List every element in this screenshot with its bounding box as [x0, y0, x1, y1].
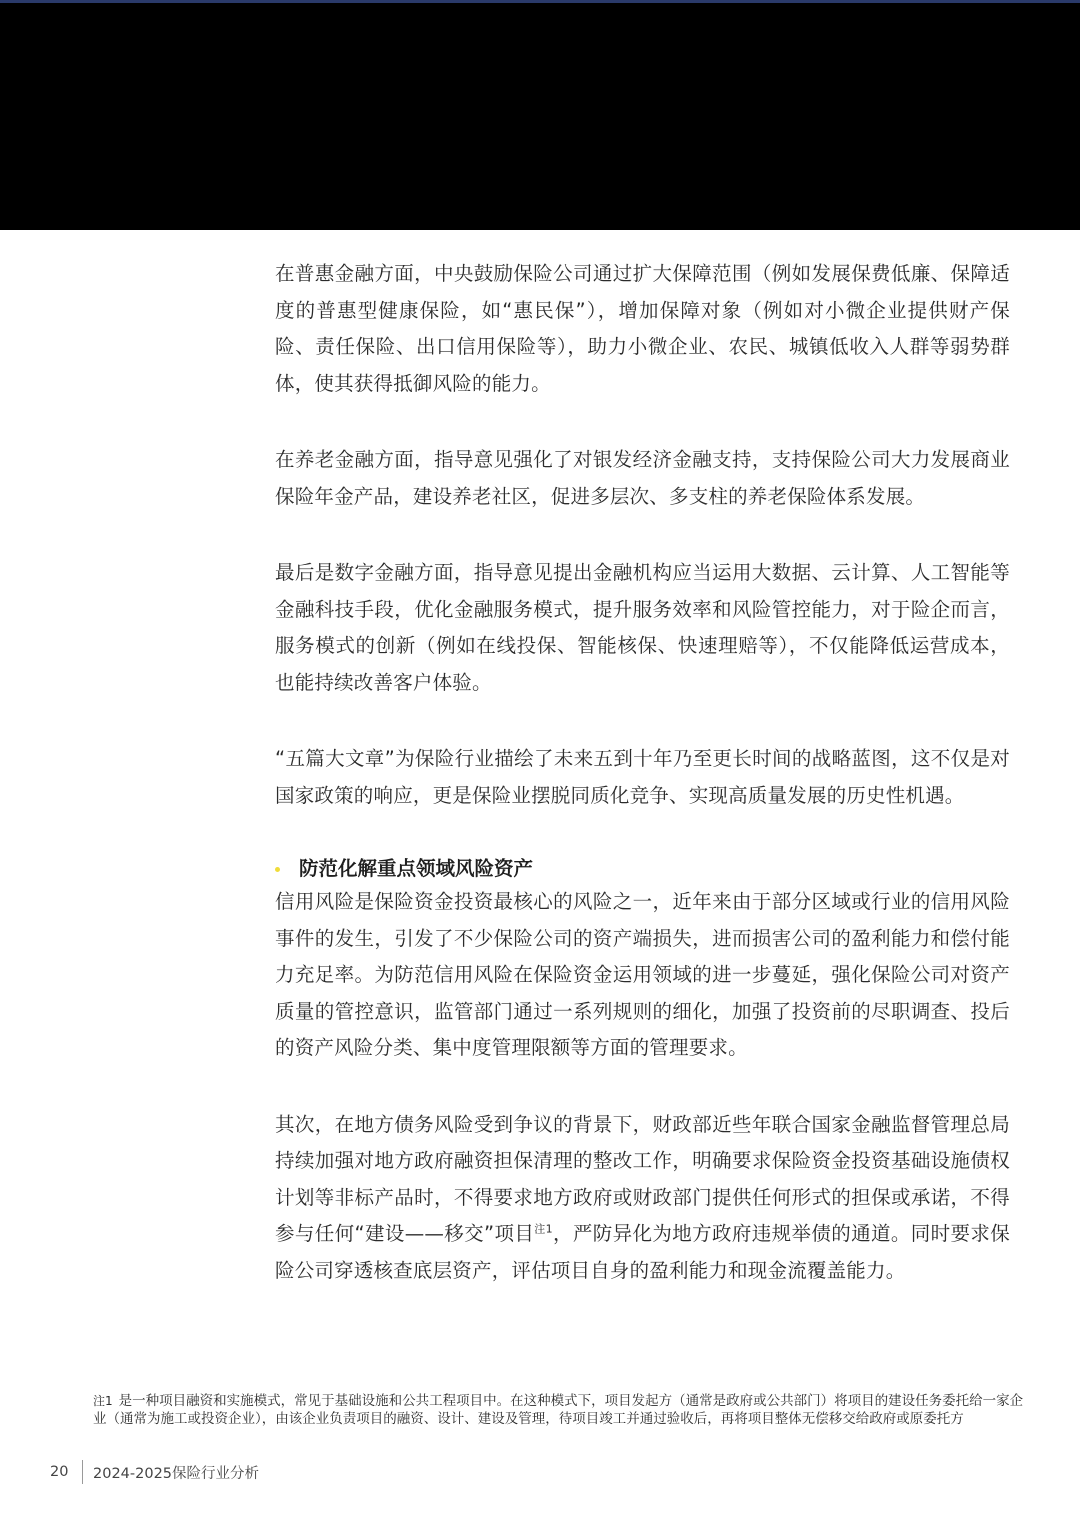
section-heading-text: 防范化解重点领域风险资产	[299, 857, 534, 880]
paragraph-inclusive-finance: 在普惠金融方面，中央鼓励保险公司通过扩大保障范围（例如发展保费低廉、保障适度的普惠型健康保险，如“惠民保”），增加保障对象（例如对小微企业提供财产保险、责任保险、出口信用保险等），助力小微企业、农民、城镇低收入人群等弱势群体，使其获得抵御风险的能力。	[275, 262, 1010, 395]
paragraph-credit-risk: 信用风险是保险资金投资最核心的风险之一，近年来由于部分区域或行业的信用风险事件的发生，引发了不少保险公司的资产端损失，进而损害公司的盈利能力和偿付能力充足率。为防范信用风险在保险资金运用领域的进一步蔓延，强化保险公司对资产质量的管控意识，监管部门通过一系列规则的细化，加强了投资前的尽职调查、投后的资产风险分类、集中度管理限额等方面的管理要求。	[275, 890, 1010, 1059]
header-accent-line	[0, 0, 1080, 3]
footnote	[93, 1392, 1033, 1428]
section-heading	[275, 854, 1010, 884]
paragraph-pension-finance: 在养老金融方面，指导意见强化了对银发经济金融支持，支持保险公司大力发展商业保险年金产品，建设养老社区，促进多层次、多支柱的养老保险体系发展。	[275, 448, 1010, 508]
footnote-reference: 注1	[534, 1222, 553, 1236]
paragraph-local-debt	[275, 1107, 1010, 1290]
footnote-mark: 注1	[93, 1394, 113, 1408]
bullet-dot-icon	[275, 867, 280, 872]
page-footer	[50, 1459, 259, 1485]
page-number: 20	[50, 1464, 69, 1480]
report-title: 2024-2025保险行业分析	[93, 1465, 260, 1482]
main-content	[275, 256, 1010, 1289]
paragraph-five-articles: “五篇大文章”为保险行业描绘了未来五到十年乃至更长时间的战略蓝图，这不仅是对国家政策的响应，更是保险业摆脱同质化竞争、实现高质量发展的历史性机遇。	[275, 747, 1010, 807]
paragraph-digital-finance: 最后是数字金融方面，指导意见提出金融机构应当运用大数据、云计算、人工智能等金融科技手段，优化金融服务模式，提升服务效率和风险管控能力，对于险企而言，服务模式的创新（例如在线投保、智能核保、快速理赔等），不仅能降低运营成本，也能持续改善客户体验。	[275, 561, 1010, 694]
footer-divider	[82, 1460, 83, 1484]
header-image-band	[0, 0, 1080, 230]
paragraph-local-debt-part2: ，严防异化为地方政府违规举债的通道。同时要求保险公司穿透核查底层资产，评估项目自身的盈利能力和现金流覆盖能力。	[275, 1222, 1010, 1282]
footnote-text: 是一种项目融资和实施模式，常见于基础设施和公共工程项目中。在这种模式下，项目发起方（通常是政府或公共部门）将项目的建设任务委托给一家企业（通常为施工或投资企业），由该企业负责项目的融资、设计、建设及管理，待项目竣工并通过验收后，再将项目整体无偿移交给政府或原委托方	[93, 1393, 1024, 1427]
paragraph-local-debt-part1: 其次，在地方债务风险受到争议的背景下，财政部近些年联合国家金融监督管理总局持续加强对地方政府融资担保清理的整改工作，明确要求保险资金投资基础设施债权计划等非标产品时，不得要求地方政府或财政部门提供任何形式的担保或承诺，不得参与任何“建设——移交”项目	[275, 1112, 1010, 1245]
